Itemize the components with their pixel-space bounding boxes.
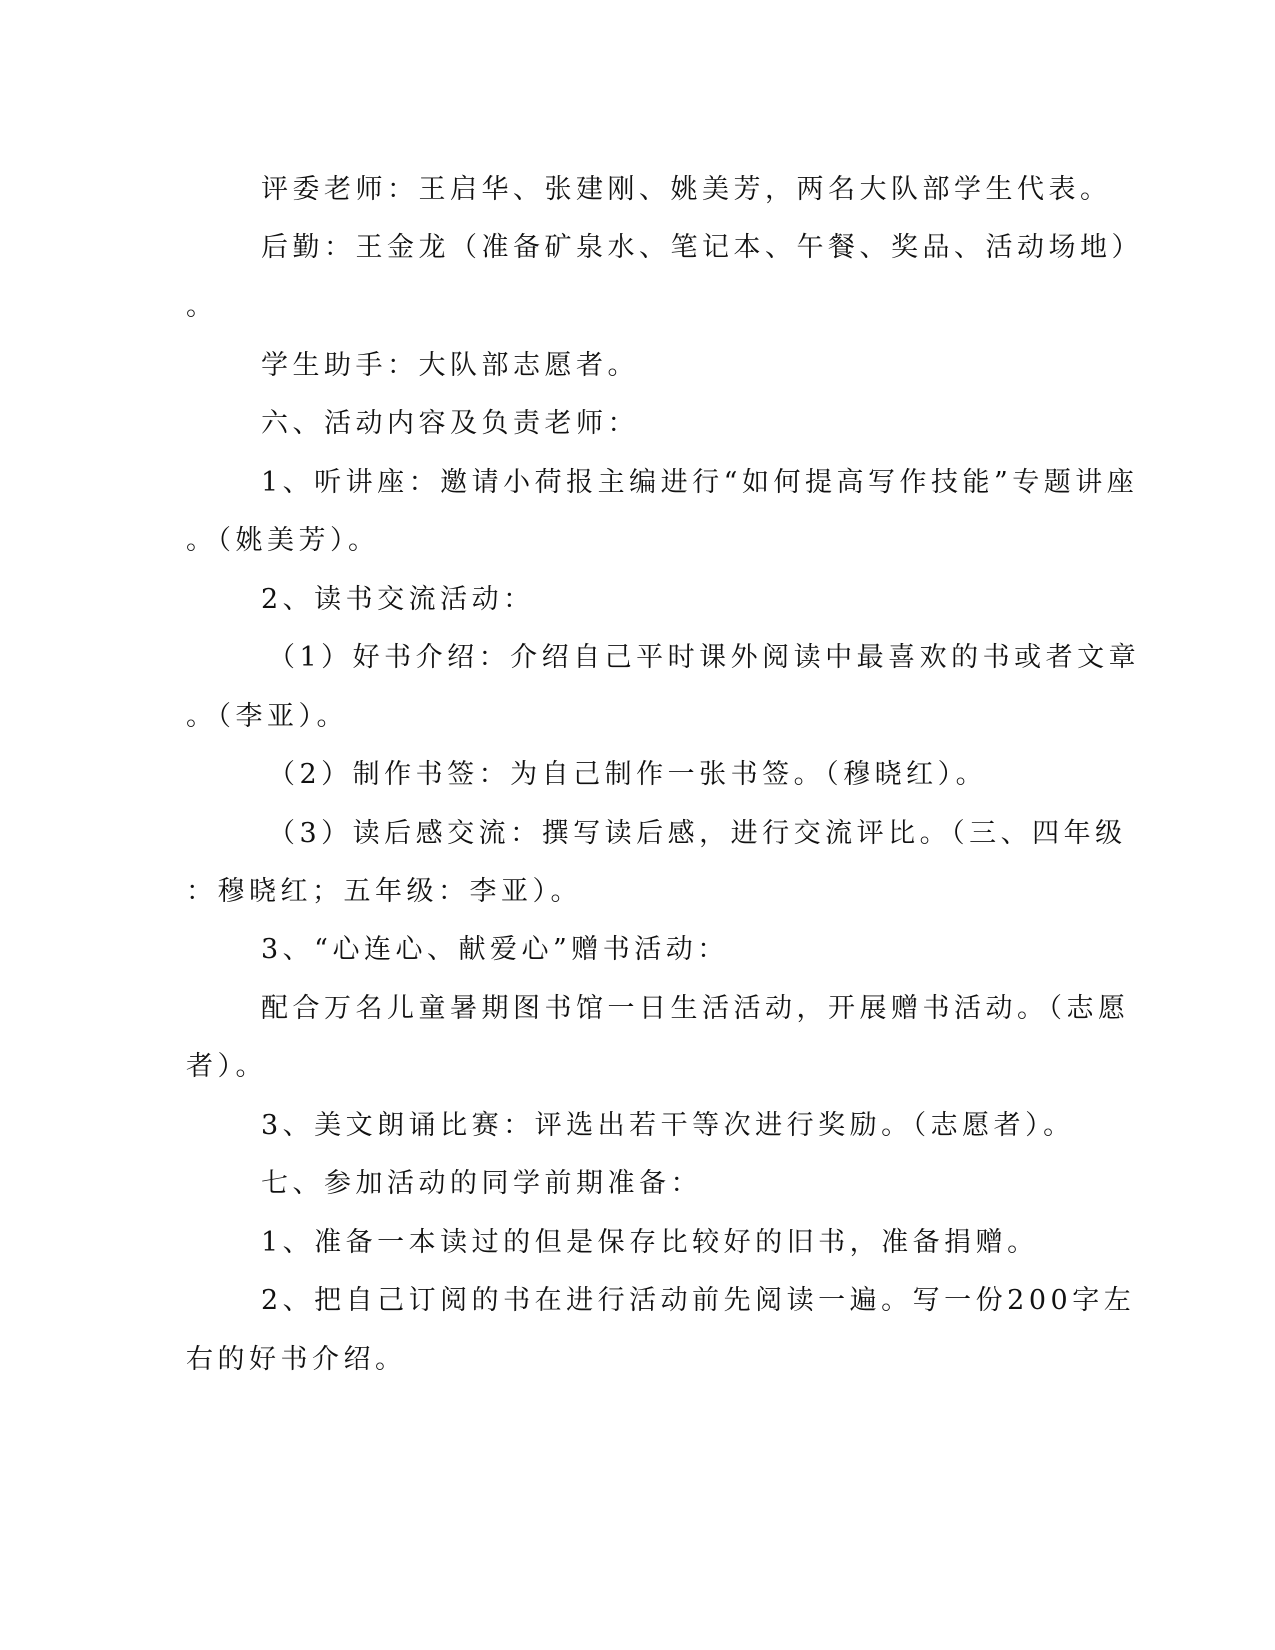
paragraph-logistics-cont: 。 (186, 291, 218, 322)
paragraph-reflection-cont: ：穆晓红；五年级：李亚）。 (186, 876, 582, 907)
paragraph-donation-detail: 配合万名儿童暑期图书馆一日生活活动，开展赠书活动。（志愿 (261, 993, 1130, 1024)
paragraph-logistics: 后勤：王金龙（准备矿泉水、笔记本、午餐、奖品、活动场地） (261, 232, 1143, 263)
paragraph-book-intro: （1）好书介绍：介绍自己平时课外阅读中最喜欢的书或者文章 (268, 642, 1141, 673)
paragraph-reading-exchange: 2、读书交流活动： (261, 584, 535, 615)
section-heading-activities: 六、活动内容及负责老师： (261, 408, 639, 439)
paragraph-donation-detail-cont: 者）。 (186, 1051, 267, 1082)
paragraph-bookmark: （2）制作书签：为自己制作一张书签。（穆晓红）。 (268, 759, 988, 790)
paragraph-book-donation: 3、“心连心、献爱心”赠书活动： (261, 934, 729, 965)
paragraph-lecture-cont: 。（姚美芳）。 (186, 525, 380, 556)
paragraph-judges: 评委老师：王启华、张建刚、姚美芳，两名大队部学生代表。 (261, 174, 1112, 205)
paragraph-reflection: （3）读后感交流：撰写读后感，进行交流评比。（三、四年级 (268, 818, 1127, 849)
paragraph-student-helpers: 学生助手：大队部志愿者。 (261, 350, 639, 381)
paragraph-prep-reading: 2、把自己订阅的书在进行活动前先阅读一遍。写一份200字左 (261, 1285, 1136, 1316)
paragraph-book-intro-cont: 。（李亚）。 (186, 701, 348, 732)
paragraph-lecture: 1、听讲座：邀请小荷报主编进行“如何提高写作技能”专题讲座 (261, 467, 1139, 498)
paragraph-prep-book: 1、准备一本读过的但是保存比较好的旧书，准备捐赠。 (261, 1227, 1039, 1258)
section-heading-preparation: 七、参加活动的同学前期准备： (261, 1168, 702, 1199)
paragraph-prep-reading-cont: 右的好书介绍。 (186, 1344, 407, 1375)
paragraph-recitation: 3、美文朗诵比赛：评选出若干等次进行奖励。（志愿者）。 (261, 1110, 1075, 1141)
